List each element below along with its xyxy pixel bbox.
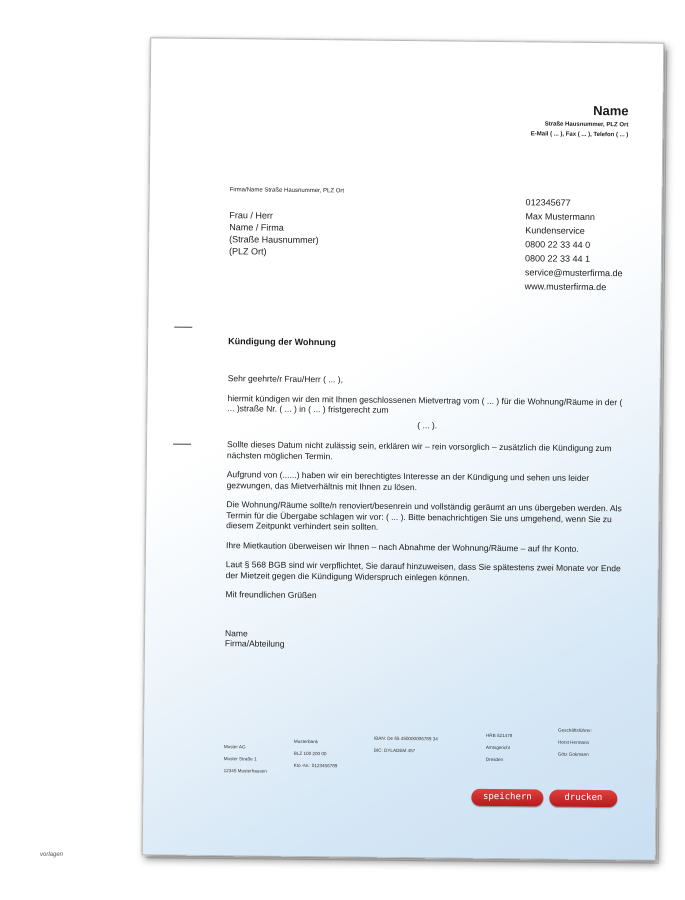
letter-footer [223,729,624,793]
subject-line: Kündigung der Wohnung [228,336,336,348]
recipient-line: Name / Firma [229,222,284,233]
fold-mark [173,444,191,445]
print-button[interactable]: drucken [549,790,617,808]
footer-line: HRB 521478 [485,732,513,739]
recipient-address [229,209,319,258]
footer-line: Musterbank [293,738,318,745]
email: service@musterfirma.de [524,267,623,279]
signature-name: Name [225,627,248,638]
reference-number: 012345677 [525,197,571,208]
paragraph: Die Wohnung/Räume sollte/n renoviert/besenrein und vollständig geräumt an uns übergeben werden. Als Termin für die Übergabe schlagen wir vor: ( ... ). Bitte benachrichtigen Sie uns umgehend, wenn Sie zu diesem Zeitpunkt verhindert sein sollten. [226,499,622,532]
footer-bank [294,736,338,772]
recipient-line: (Straße Hausnummer) [229,234,319,246]
paragraph: Ihre Mietkaution überweisen wir Ihnen – nach Abnahme der Wohnung/Räume – auf Ihr Konto. [225,539,579,554]
footer-line: BLZ 100 200 00 [293,750,327,757]
paragraph: Aufgrund von (......) haben wir ein berechtigtes Interesse an der Kündigung und sehen uns leider gezwungen, das Mietverhältnis mit Ihnen zu lösen. [226,469,590,492]
watermark-text: vorlagen [40,852,64,858]
return-address: Firma/Name Straße Hausnummer, PLZ Ort [229,187,345,195]
paragraph: Sollte dieses Datum nicht zulässig sein, erklären wir – rein vorsorglich – zusätzlich die Kündigung zum nächsten möglichen Termin. [226,439,612,461]
fax: 0800 22 33 44 1 [524,253,591,264]
letter-body [225,373,628,653]
website: www.musterfirma.de [524,281,607,293]
fold-mark [174,327,192,328]
recipient-line: Frau / Herr [229,210,274,221]
save-button[interactable]: speichern [471,789,543,807]
footer-register [486,730,513,766]
contact-person: Max Mustermann [525,211,596,222]
salutation: Sehr geehrte/r Frau/Herr ( ... ), [227,373,344,385]
footer-line: Kto.-Nr.: 0123456789 [293,762,338,769]
footer-line: 12345 Musterhausen [223,768,267,774]
sender-name: Name [593,102,629,119]
paragraph: hiermit kündigen wir den mit Ihnen geschlossenen Mietvertrag vom ( ... ) für die Wohnung/Räume in der ( ... )straße Nr. ( ... ) in ( ... ) fristgerecht zum [227,392,623,415]
contact-block [525,195,624,294]
footer-line: Götz Gokmann [557,751,589,757]
letter-page [142,37,665,860]
closing: Mit freundlichen Grüßen [225,589,317,601]
footer-line: Amtsgericht [485,744,511,751]
footer-line: Horst Hermann [557,739,590,745]
date-placeholder: ( ... ). [417,419,438,430]
footer-management [558,725,592,761]
sender-block [531,102,629,138]
department: Kundenservice [525,225,585,236]
footer-company [224,729,268,777]
footer-line: IBAN: De 65 450000006789 34 [373,735,438,742]
recipient-line: (PLZ Ort) [229,246,267,257]
footer-line: BIC: DYLADEM 457 [373,747,416,754]
footer-iban [374,733,438,758]
phone: 0800 22 33 44 0 [525,239,591,250]
footer-line: Geschäftsführer: [558,727,593,733]
sender-address: Straße Hausnummer, PLZ Ort [544,121,629,129]
footer-line: Muster AG [223,744,246,750]
paragraph: Laut § 568 BGB sind wir verpflichtet, Sie darauf hinzuweisen, dass Sie spätestens zwei Monate vor Ende der Mietzeit gegen die Kündigung Widerspruch einlegen können. [225,559,621,583]
footer-line: Dresden [485,756,504,763]
sender-contact: E-Mail ( ... ), Fax ( ... ), Telefon ( ... ) [530,131,629,139]
signature-department: Firma/Abteilung [224,638,285,649]
footer-line: Muster Straße 1 [223,756,257,762]
